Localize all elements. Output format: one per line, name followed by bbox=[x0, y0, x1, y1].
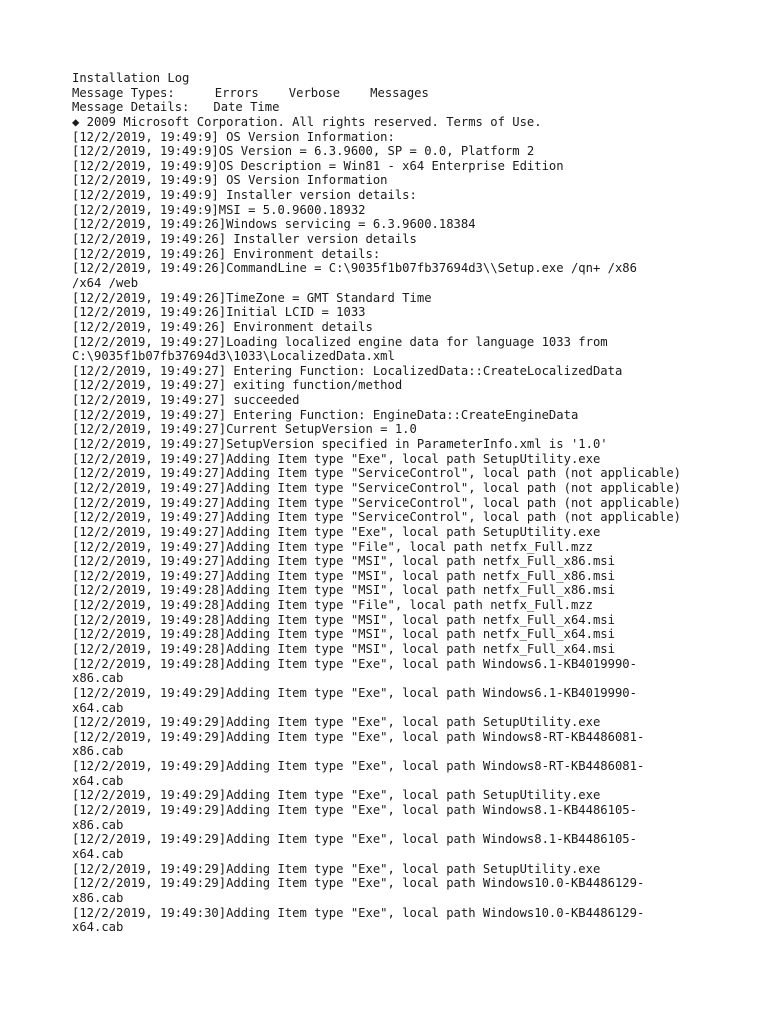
log-line: x64.cab bbox=[72, 700, 124, 715]
log-line: [12/2/2019, 19:49:9]OS Description = Win81 - x64 Enterprise Edition bbox=[72, 158, 564, 173]
log-line: x86.cab bbox=[72, 817, 124, 832]
log-line: [12/2/2019, 19:49:27] Entering Function: LocalizedData::CreateLocalizedData bbox=[72, 363, 623, 378]
log-line: [12/2/2019, 19:49:27]Adding Item type "MSI", local path netfx_Full_x86.msi bbox=[72, 568, 615, 583]
log-line: [12/2/2019, 19:49:29]Adding Item type "Exe", local path SetupUtility.exe bbox=[72, 715, 601, 730]
log-line: [12/2/2019, 19:49:27]SetupVersion specified in ParameterInfo.xml is '1.0' bbox=[72, 437, 608, 452]
message-details-value: Date Time bbox=[213, 100, 280, 115]
log-line: [12/2/2019, 19:49:28]Adding Item type "MSI", local path netfx_Full_x64.msi bbox=[72, 612, 615, 627]
copyright-notice: ◆ 2009 Microsoft Corporation. All rights reserved. Terms of Use. bbox=[72, 114, 542, 129]
log-line: [12/2/2019, 19:49:27]Adding Item type "MSI", local path netfx_Full_x86.msi bbox=[72, 554, 615, 569]
log-line: [12/2/2019, 19:49:9]OS Version = 6.3.9600, SP = 0.0, Platform 2 bbox=[72, 144, 535, 159]
log-line: [12/2/2019, 19:49:26]Windows servicing = 6.3.9600.18384 bbox=[72, 217, 476, 232]
log-line: [12/2/2019, 19:49:27]Adding Item type "ServiceControl", local path (not applicable) bbox=[72, 480, 682, 495]
log-line: x64.cab bbox=[72, 920, 124, 935]
log-line: [12/2/2019, 19:49:27] succeeded bbox=[72, 393, 300, 408]
log-line: [12/2/2019, 19:49:27]Loading localized engine data for language 1033 from bbox=[72, 334, 608, 349]
log-line: [12/2/2019, 19:49:28]Adding Item type "MSI", local path netfx_Full_x86.msi bbox=[72, 583, 615, 598]
log-line: [12/2/2019, 19:49:26] Environment details bbox=[72, 319, 373, 334]
log-line: [12/2/2019, 19:49:27]Adding Item type "ServiceControl", local path (not applicable) bbox=[72, 495, 682, 510]
log-line: [12/2/2019, 19:49:28]Adding Item type "Exe", local path Windows6.1-KB4019990- bbox=[72, 656, 637, 671]
log-line: x64.cab bbox=[72, 773, 124, 788]
log-line: [12/2/2019, 19:49:9] OS Version Information bbox=[72, 173, 388, 188]
log-line: C:\9035f1b07fb37694d3\1033\LocalizedData.xml bbox=[72, 349, 395, 364]
log-line: [12/2/2019, 19:49:26] Installer version details bbox=[72, 232, 417, 247]
log-line: [12/2/2019, 19:49:27] Entering Function: EngineData::CreateEngineData bbox=[72, 407, 579, 422]
log-line: [12/2/2019, 19:49:30]Adding Item type "Exe", local path Windows10.0-KB4486129- bbox=[72, 905, 645, 920]
log-line: [12/2/2019, 19:49:9] OS Version Information: bbox=[72, 129, 395, 144]
log-line: x86.cab bbox=[72, 744, 124, 759]
log-line: [12/2/2019, 19:49:27]Adding Item type "Exe", local path SetupUtility.exe bbox=[72, 451, 601, 466]
message-details-row bbox=[72, 100, 712, 115]
message-details-label: Message Details: bbox=[72, 100, 190, 115]
log-line: x86.cab bbox=[72, 890, 124, 905]
installation-log-document bbox=[72, 71, 712, 935]
log-line: [12/2/2019, 19:49:29]Adding Item type "Exe", local path Windows10.0-KB4486129- bbox=[72, 876, 645, 891]
log-entries bbox=[72, 130, 712, 935]
log-line: [12/2/2019, 19:49:27]Adding Item type "ServiceControl", local path (not applicable) bbox=[72, 466, 682, 481]
message-types-label: Message Types: bbox=[72, 85, 175, 100]
log-line: x86.cab bbox=[72, 671, 124, 686]
log-line: [12/2/2019, 19:49:27] exiting function/method bbox=[72, 378, 403, 393]
log-line: [12/2/2019, 19:49:28]Adding Item type "MSI", local path netfx_Full_x64.msi bbox=[72, 627, 615, 642]
log-line: [12/2/2019, 19:49:29]Adding Item type "Exe", local path Windows6.1-KB4019990- bbox=[72, 685, 637, 700]
message-types-row bbox=[72, 86, 712, 101]
message-type-verbose: Verbose bbox=[288, 85, 341, 100]
message-type-errors: Errors bbox=[214, 85, 259, 100]
log-line: [12/2/2019, 19:49:29]Adding Item type "Exe", local path SetupUtility.exe bbox=[72, 788, 601, 803]
log-line: x64.cab bbox=[72, 846, 124, 861]
log-line: [12/2/2019, 19:49:29]Adding Item type "Exe", local path Windows8.1-KB4486105- bbox=[72, 803, 637, 818]
log-line: [12/2/2019, 19:49:9] Installer version details: bbox=[72, 188, 417, 203]
log-line: [12/2/2019, 19:49:29]Adding Item type "Exe", local path Windows8.1-KB4486105- bbox=[72, 832, 637, 847]
log-line: [12/2/2019, 19:49:26]Initial LCID = 1033 bbox=[72, 305, 366, 320]
log-line: [12/2/2019, 19:49:28]Adding Item type "MSI", local path netfx_Full_x64.msi bbox=[72, 641, 615, 656]
log-line: [12/2/2019, 19:49:26]CommandLine = C:\9035f1b07fb37694d3\\Setup.exe /qn+ /x86 bbox=[72, 261, 637, 276]
log-line: [12/2/2019, 19:49:27]Adding Item type "File", local path netfx_Full.mzz bbox=[72, 539, 593, 554]
log-line: [12/2/2019, 19:49:26]TimeZone = GMT Standard Time bbox=[72, 290, 432, 305]
log-line: [12/2/2019, 19:49:27]Adding Item type "ServiceControl", local path (not applicable) bbox=[72, 510, 682, 525]
log-line: [12/2/2019, 19:49:27]Adding Item type "Exe", local path SetupUtility.exe bbox=[72, 524, 601, 539]
log-line: [12/2/2019, 19:49:29]Adding Item type "Exe", local path SetupUtility.exe bbox=[72, 861, 601, 876]
log-line: /x64 /web bbox=[72, 275, 139, 290]
log-title: Installation Log bbox=[72, 71, 190, 85]
log-line: [12/2/2019, 19:49:29]Adding Item type "Exe", local path Windows8-RT-KB4486081- bbox=[72, 759, 645, 774]
log-line: [12/2/2019, 19:49:28]Adding Item type "File", local path netfx_Full.mzz bbox=[72, 598, 593, 613]
log-line: [12/2/2019, 19:49:26] Environment details: bbox=[72, 246, 381, 261]
log-line: [12/2/2019, 19:49:9]MSI = 5.0.9600.18932 bbox=[72, 202, 366, 217]
message-type-messages: Messages bbox=[370, 85, 429, 100]
log-line: [12/2/2019, 19:49:29]Adding Item type "Exe", local path Windows8-RT-KB4486081- bbox=[72, 729, 645, 744]
log-line: [12/2/2019, 19:49:27]Current SetupVersion = 1.0 bbox=[72, 422, 417, 437]
